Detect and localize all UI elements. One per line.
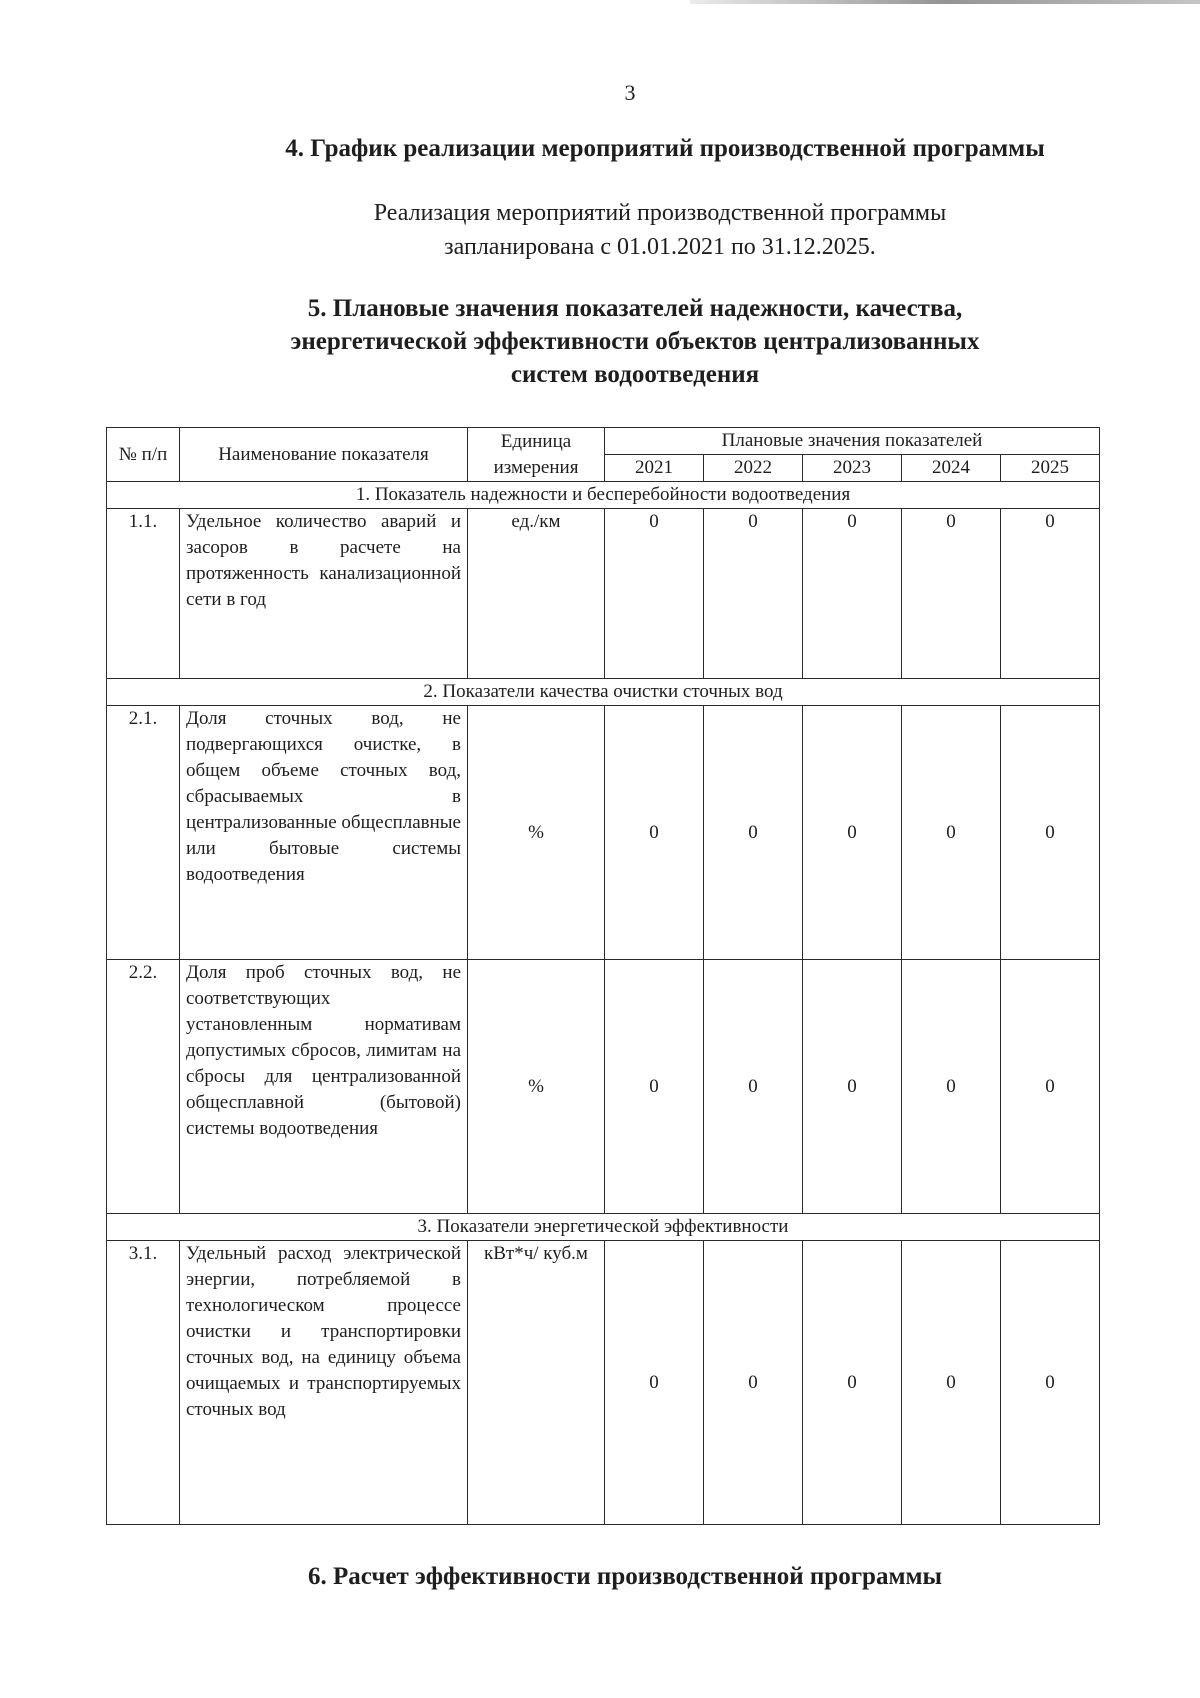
- row-num: 2.1.: [107, 706, 180, 960]
- row-value: 0: [902, 706, 1001, 960]
- row-num: 2.2.: [107, 960, 180, 1214]
- header-year: 2023: [803, 455, 902, 482]
- section-4-title: 4. График реализации мероприятий производственной программы: [285, 135, 1045, 162]
- row-unit: ед./км: [468, 509, 605, 679]
- row-value: 0: [704, 509, 803, 679]
- row-value: 0: [704, 960, 803, 1214]
- row-name: Удельное количество аварий и засоров в расчете на протяженность канализационной сети в год: [180, 509, 468, 679]
- header-year: 2024: [902, 455, 1001, 482]
- row-value: 0: [704, 706, 803, 960]
- row-value: 0: [902, 960, 1001, 1214]
- row-value: 0: [1001, 706, 1100, 960]
- header-name: Наименование показателя: [180, 428, 468, 482]
- row-unit: %: [468, 960, 605, 1214]
- row-unit: кВт*ч/ куб.м: [468, 1241, 605, 1525]
- section-row: [107, 1214, 1100, 1241]
- section-5-title: [230, 292, 1040, 391]
- row-num: 3.1.: [107, 1241, 180, 1525]
- indicators-table: [106, 427, 1100, 1525]
- row-value: 0: [605, 1241, 704, 1525]
- row-num: 1.1.: [107, 509, 180, 679]
- section-5-title-line: 5. Плановые значения показателей надежности, качества,: [307, 295, 963, 322]
- row-value: 0: [902, 1241, 1001, 1525]
- header-plan: Плановые значения показателей: [605, 428, 1100, 455]
- row-value: 0: [605, 509, 704, 679]
- table-row: [107, 960, 1100, 1214]
- header-unit: Единица измерения: [468, 428, 605, 482]
- section-title: 1. Показатель надежности и бесперебойности водоотведения: [107, 482, 1100, 509]
- section-5-title-line: энергетической эффективности объектов централизованных: [290, 328, 980, 355]
- table-row: [107, 1241, 1100, 1525]
- section-6-title: 6. Расчет эффективности производственной программы: [307, 1563, 943, 1590]
- header-year: 2022: [704, 455, 803, 482]
- row-value: 0: [803, 706, 902, 960]
- section-row: [107, 482, 1100, 509]
- row-value: 0: [605, 960, 704, 1214]
- scan-edge-mark: [690, 0, 1200, 4]
- section-title: 3. Показатели энергетической эффективности: [107, 1214, 1100, 1241]
- page-number: 3: [624, 80, 636, 105]
- section-4-text: Реализация мероприятий производственной программы запланирована с 01.01.2021 по 31.12.2025.: [373, 200, 947, 260]
- row-value: 0: [803, 960, 902, 1214]
- row-unit: %: [468, 706, 605, 960]
- table-row: [107, 706, 1100, 960]
- row-value: 0: [605, 706, 704, 960]
- row-name: Удельный расход электрической энергии, потребляемой в технологическом процессе очистки и транспортировки сточных вод, на единицу объема очищаемых и транспортируемых сточных вод: [180, 1241, 468, 1525]
- row-value: 0: [704, 1241, 803, 1525]
- section-row: [107, 679, 1100, 706]
- row-value: 0: [1001, 509, 1100, 679]
- section-title: 2. Показатели качества очистки сточных вод: [107, 679, 1100, 706]
- row-value: 0: [803, 509, 902, 679]
- row-value: 0: [1001, 1241, 1100, 1525]
- header-num: № п/п: [107, 428, 180, 482]
- row-name: Доля проб сточных вод, не соответствующих установленным нормативам допустимых сбросов, лимитам на сбросы для централизованной общесплавной (бытовой) системы водоотведения: [180, 960, 468, 1214]
- header-year: 2021: [605, 455, 704, 482]
- row-name: Доля сточных вод, не подвергающихся очистке, в общем объеме сточных вод, сбрасываемых в централизованные общесплавные или бытовые системы водоотведения: [180, 706, 468, 960]
- table-row: [107, 509, 1100, 679]
- row-value: 0: [1001, 960, 1100, 1214]
- row-value: 0: [902, 509, 1001, 679]
- row-value: 0: [803, 1241, 902, 1525]
- header-year: 2025: [1001, 455, 1100, 482]
- section-5-title-line: систем водоотведения: [510, 361, 760, 388]
